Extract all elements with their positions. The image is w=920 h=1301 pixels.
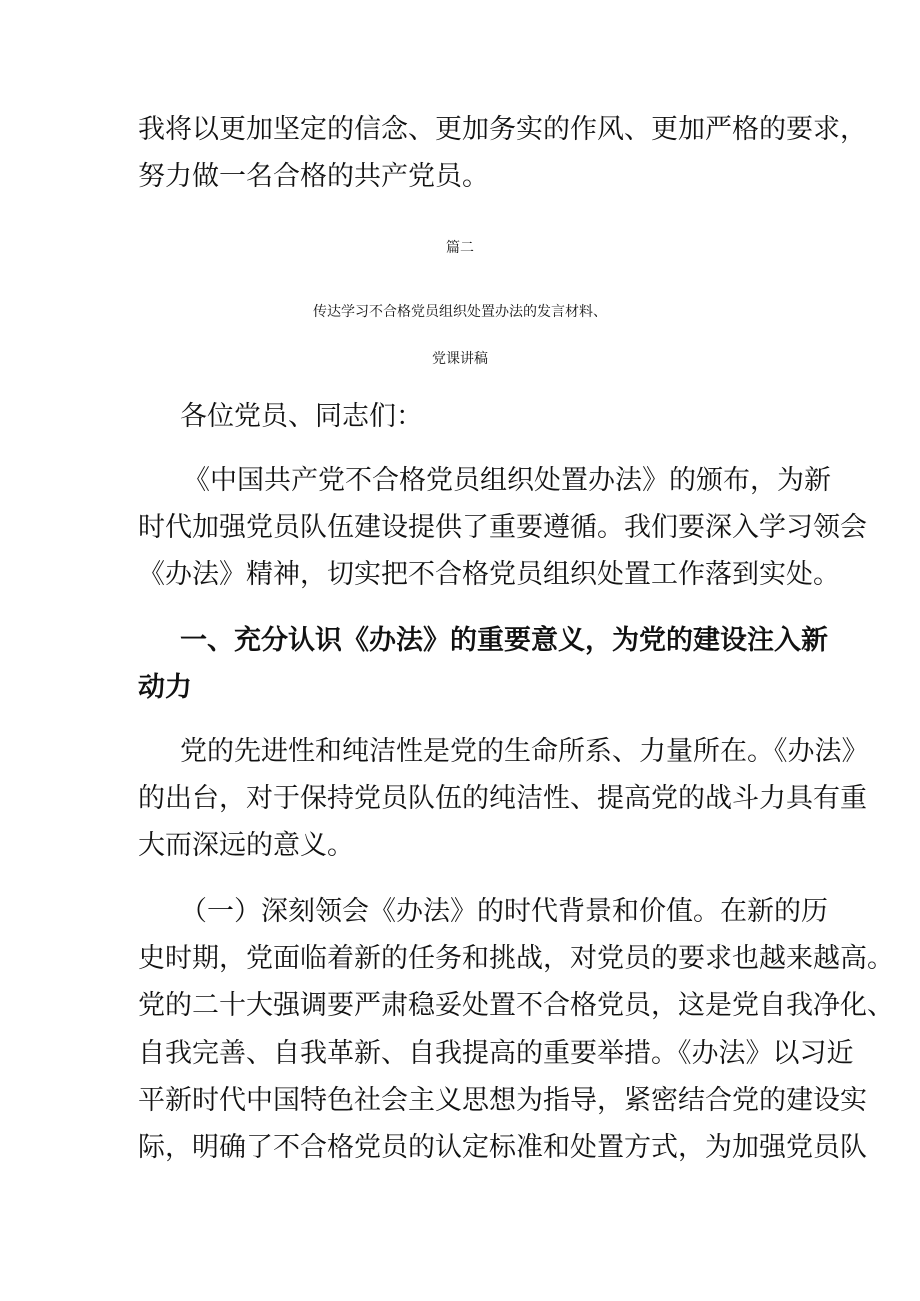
section-heading-1-line-2: 动力	[138, 672, 192, 703]
paragraph-3-line-5: 平新时代中国特色社会主义思想为指导，紧密结合党的建设实	[138, 1085, 867, 1116]
paragraph-3-line-1: （一）深刻领会《办法》的时代背景和价值。在新的历	[180, 896, 828, 927]
paragraph-2-line-1: 党的先进性和纯洁性是党的生命所系、力量所在。《办法》	[180, 736, 869, 767]
paragraph-2-line-3: 大而深远的意义。	[138, 830, 354, 861]
paragraph-3-line-3: 党的二十大强调要严肃稳妥处置不合格党员，这是党自我净化、	[138, 990, 894, 1021]
paragraph-3-line-4: 自我完善、自我革新、自我提高的重要举措。《办法》以习近	[138, 1038, 854, 1069]
paragraph-2-line-2: 的出台，对于保持党员队伍的纯洁性、提高党的战斗力具有重	[138, 783, 867, 814]
intro-line-1: 我将以更加坚定的信念、更加务实的作风、更加严格的要求，	[138, 114, 867, 145]
intro-line-2: 努力做一名合格的共产党员。	[138, 161, 489, 192]
section-label: 篇二	[446, 240, 474, 256]
paragraph-3-line-6: 际，明确了不合格党员的认定标准和处置方式，为加强党员队	[138, 1132, 867, 1163]
paragraph-1-line-3: 《办法》精神，切实把不合格党员组织处置工作落到实处。	[138, 559, 840, 590]
document-title-line-2: 党课讲稿	[432, 351, 488, 367]
section-heading-1-line-1: 一、充分认识《办法》的重要意义，为党的建设注入新	[180, 625, 828, 656]
paragraph-3-line-2: 史时期，党面临着新的任务和挑战，对党员的要求也越来越高。	[138, 943, 894, 974]
document-title-line-1: 传达学习不合格党员组织处置办法的发言材料、	[313, 304, 607, 320]
salutation: 各位党员、同志们：	[180, 401, 423, 432]
paragraph-1-line-1: 《中国共产党不合格党员组织处置办法》的颁布，为新	[183, 465, 831, 496]
paragraph-1-line-2: 时代加强党员队伍建设提供了重要遵循。我们要深入学习领会	[138, 512, 867, 543]
